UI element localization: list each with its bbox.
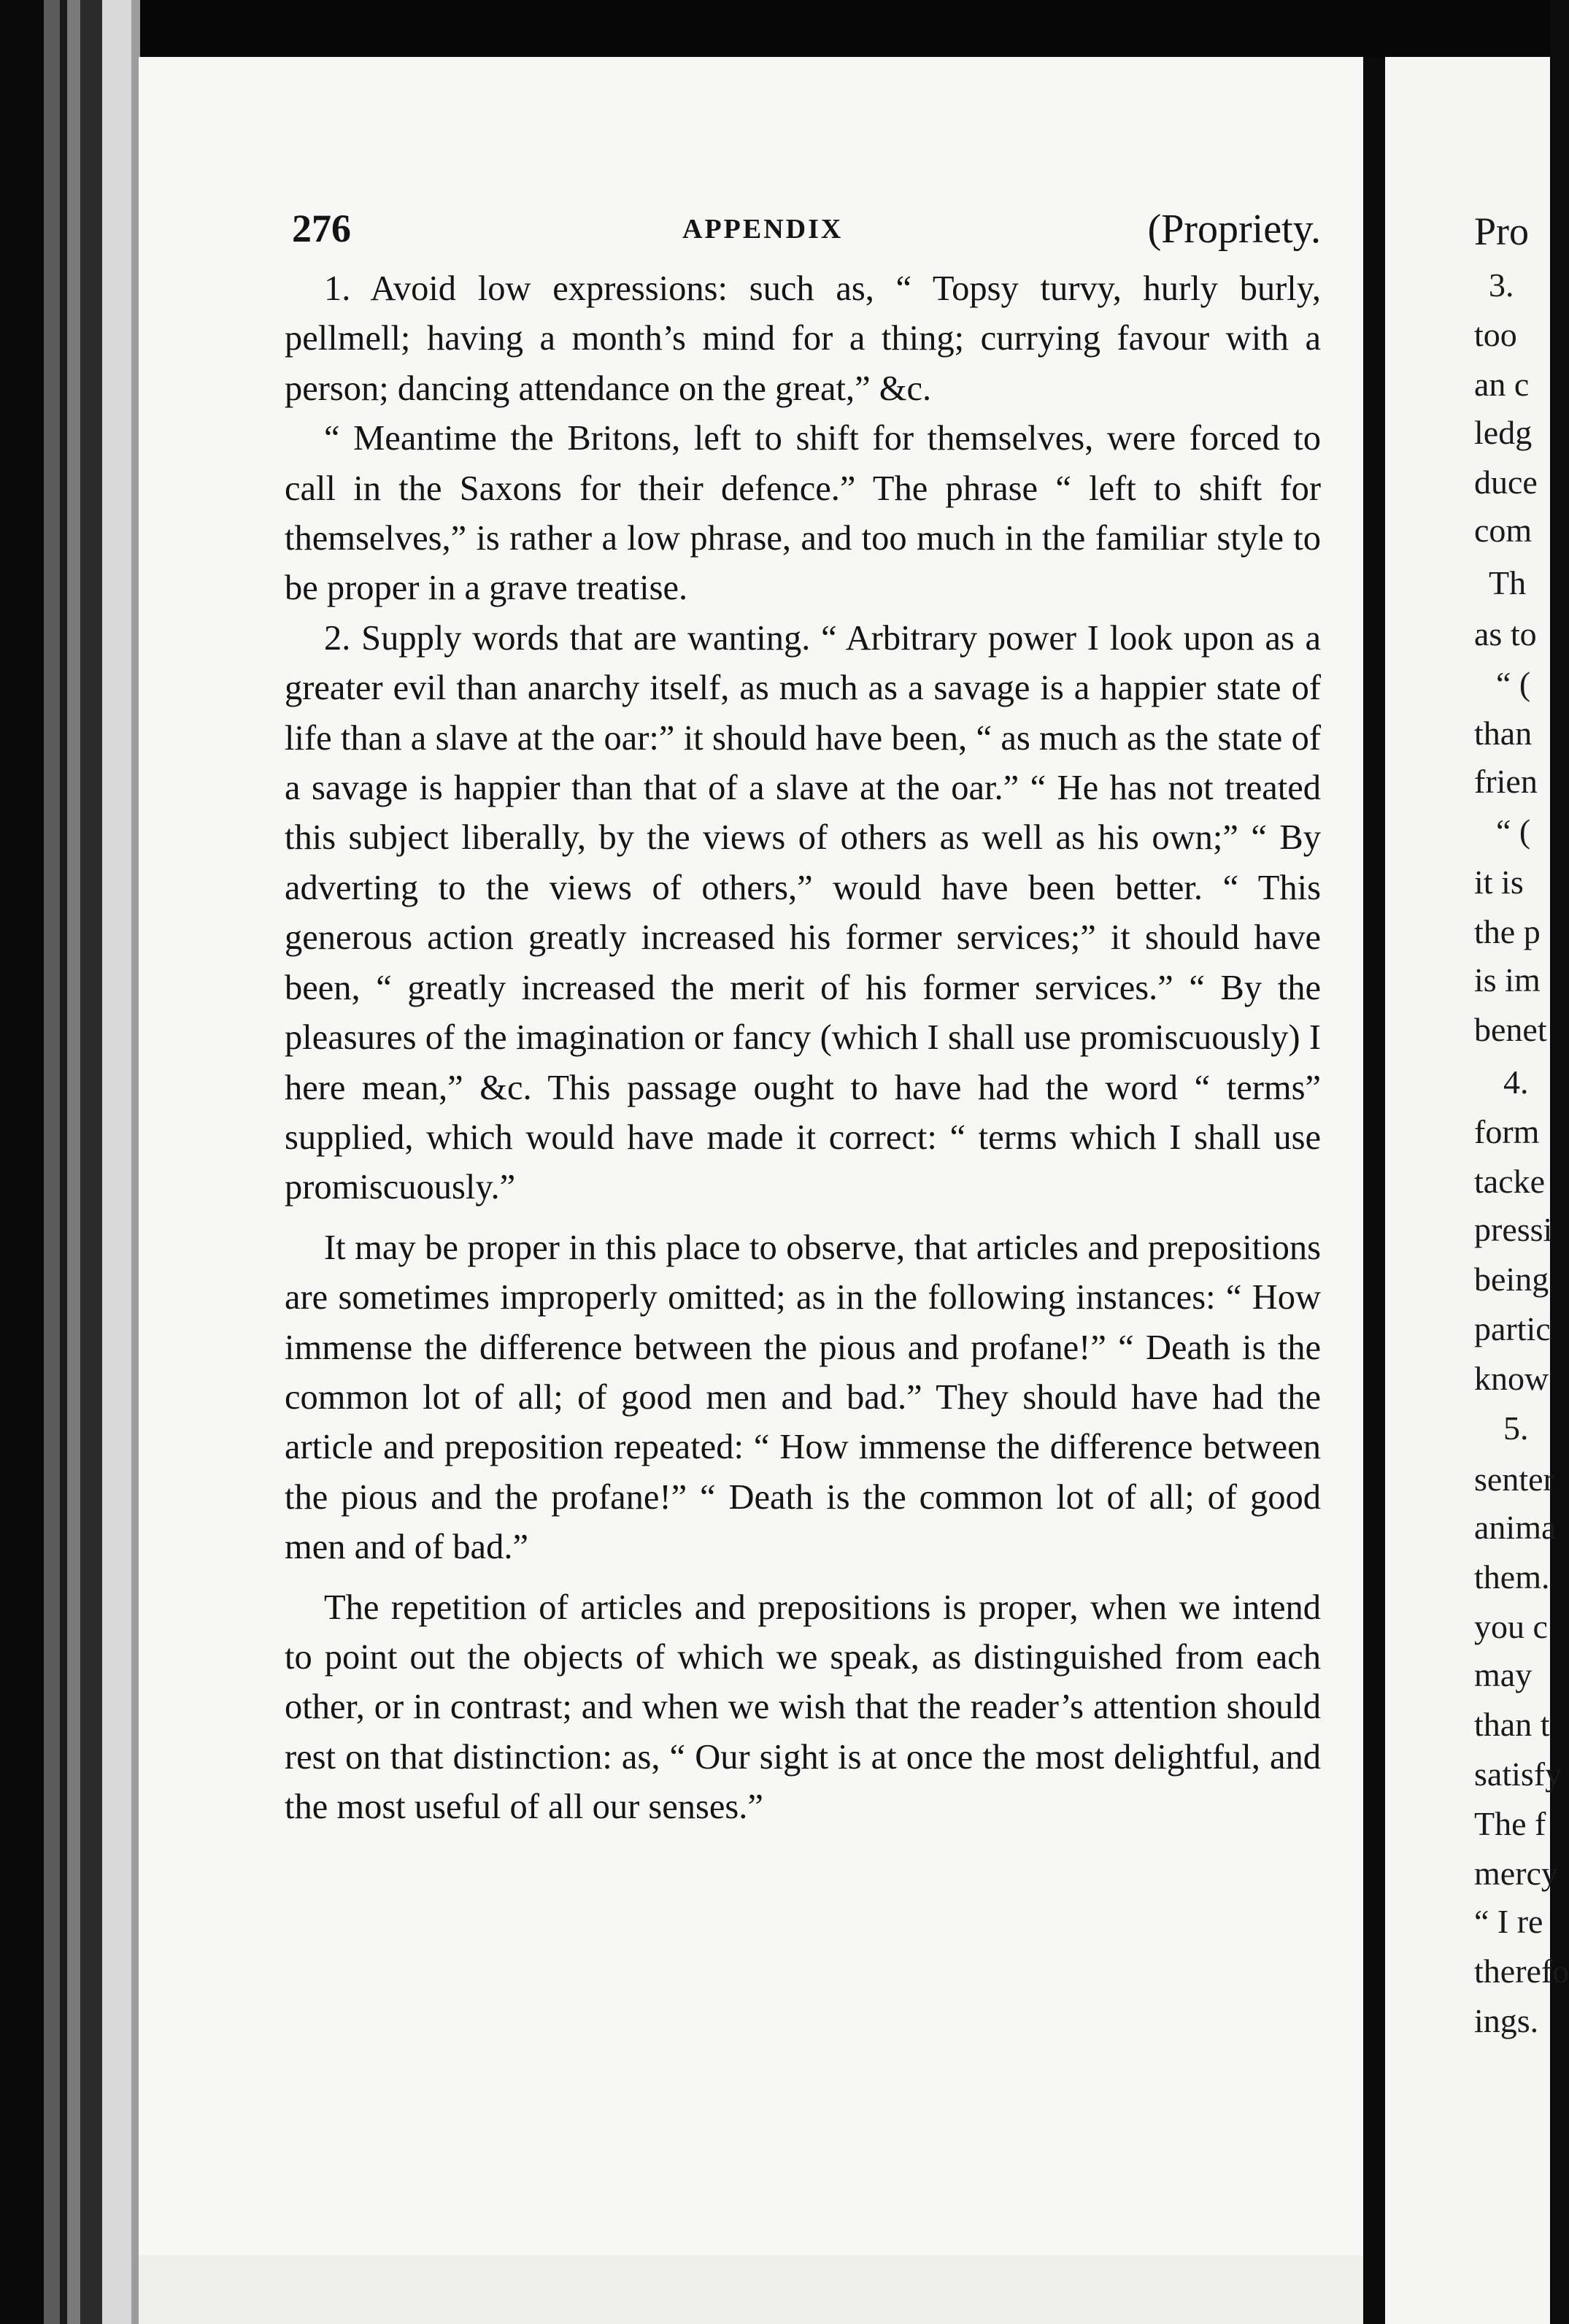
- right-page-line: anima: [1474, 1509, 1557, 1546]
- page-bottom-margin: [139, 2255, 1363, 2324]
- paragraph: 1. Avoid low expressions: such as, “ Topsy turvy, hurly burly, pellmell; having a month’s mind for a thing; currying favour with a person; dancing attendance on the great,” &c.: [285, 269, 1321, 408]
- right-page-line: ledg: [1474, 414, 1533, 451]
- right-page-line: as to: [1474, 615, 1537, 653]
- right-page-line: than: [1474, 715, 1533, 752]
- right-page-line: The f: [1474, 1805, 1546, 1842]
- right-page-line: the p: [1474, 913, 1541, 950]
- paragraph: 2. Supply words that are wanting. “ Arbitrary power I look upon as a greater evil than anarchy itself, as much as a savage is a happier state of life than a slave at the oar:” it should have been, “ as much as the state of a savage is happier than that of a slave at the oar.” “ He has not treated this subject liberally, by the views of others as well as his own;” “ By adverting to the views of others,” would have been better. “ This generous action greatly increased his former services;” it should have been, “ greatly increased the merit of his former services.” “ By the pleasures of the imagination or fancy (which I shall use promiscuously) I here mean,” &c. This passage ought to have had the word “ terms” supplied, which would have made it correct: “ terms which I shall use promiscuously.”: [285, 618, 1321, 1207]
- right-page-line: 4.: [1503, 1063, 1529, 1101]
- right-page-line: therefo: [1474, 1952, 1569, 1990]
- right-page-line: mercy: [1474, 1855, 1558, 1892]
- section-title: (Propriety.: [1147, 207, 1321, 252]
- right-page-line: it is: [1474, 863, 1524, 901]
- right-page-line: ings.: [1474, 2002, 1539, 2039]
- right-page-line: duce: [1474, 463, 1538, 501]
- right-page-line: may: [1474, 1656, 1533, 1693]
- book-gutter: [1363, 57, 1385, 2324]
- running-title: APPENDIX: [682, 214, 844, 245]
- right-page-line: you c: [1474, 1608, 1548, 1645]
- page-header: [292, 206, 1321, 261]
- right-page-line: know: [1474, 1360, 1549, 1397]
- paragraph: “ Meantime the Britons, left to shift for themselves, were forced to call in the Saxons for their defence.” The phrase “ left to shift for themselves,” is rather a low phrase, and too much in the familiar style to be proper in a grave treatise.: [285, 419, 1321, 608]
- right-page-line: is im: [1474, 961, 1541, 999]
- paragraph: It may be proper in this place to observe, that articles and prepositions are sometimes improperly omitted; as in the following instances: “ How immense the difference between the pious and profane!” “ Death is the common lot of all; of good men and bad.” They should have had the article and preposition repeated: “ How immense the difference between the pious and the profane!” “ Death is the common lot of all; of good men and of bad.”: [285, 1228, 1321, 1567]
- right-page-line: Pro: [1474, 209, 1530, 253]
- right-page-line: senter: [1474, 1461, 1554, 1498]
- right-page-line: too: [1474, 316, 1517, 353]
- right-page-line: tacke: [1474, 1163, 1546, 1200]
- right-page-line: being: [1474, 1261, 1549, 1298]
- page-body: [285, 264, 1321, 1833]
- right-page-line: “ (: [1496, 812, 1531, 850]
- right-page-line: an c: [1474, 366, 1530, 403]
- right-page-line: pressi: [1474, 1211, 1553, 1248]
- right-page-line: com: [1474, 512, 1533, 549]
- right-page-line: “ (: [1496, 665, 1531, 702]
- right-page-line: 5.: [1503, 1409, 1529, 1447]
- page-number: 276: [292, 207, 351, 250]
- right-page-line: 3.: [1489, 266, 1514, 304]
- scan-top-border: [0, 0, 1550, 57]
- right-page-line: them.: [1474, 1558, 1550, 1596]
- book-edge: [80, 0, 102, 2324]
- page-stack-edge: [102, 0, 131, 2324]
- right-page-line: satisfy: [1474, 1755, 1562, 1793]
- right-page-line: Th: [1489, 564, 1527, 601]
- paragraph: The repetition of articles and prepositions is proper, when we intend to point out the objects of which we speak, as distinguished from each other, or in contrast; and when we wish that the reader’s attention should rest on that distinction: as, “ Our sight is at once the most delightful, and the most useful of all our senses.”: [285, 1588, 1321, 1827]
- book-edge: [0, 0, 44, 2324]
- book-edge: [60, 0, 67, 2324]
- right-page-line: “ I re: [1474, 1903, 1543, 1940]
- book-edge: [44, 0, 60, 2324]
- right-page-line: than t: [1474, 1706, 1550, 1743]
- book-edge: [67, 0, 80, 2324]
- right-page-line: partic: [1474, 1310, 1551, 1347]
- right-page-line: benet: [1474, 1011, 1547, 1048]
- right-page-line: frien: [1474, 763, 1538, 800]
- right-page-line: form: [1474, 1113, 1540, 1150]
